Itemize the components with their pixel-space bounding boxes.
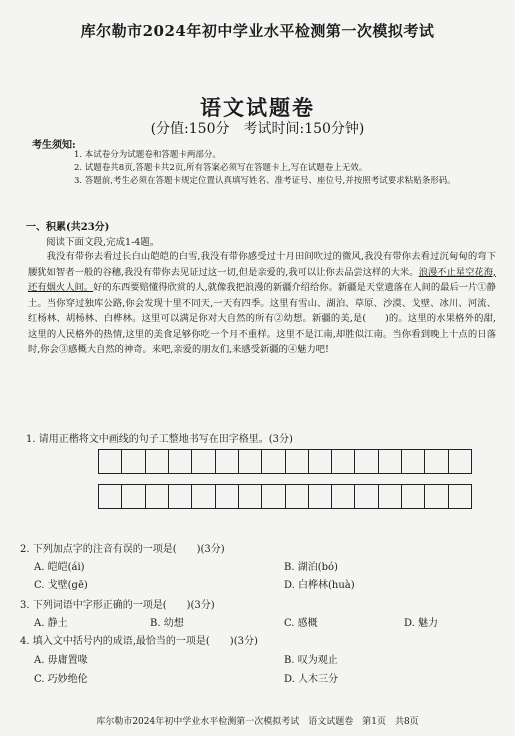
notice-item: 3. 答题前,考生必须在答题卡规定位置认真填写姓名、准考证号、座位号,并按照考试要求粘贴条形码。 (74, 176, 456, 186)
notice-item: 1. 本试卷分为试题卷和答题卡两部分。 (74, 150, 221, 160)
grid-cell[interactable] (122, 485, 145, 509)
grid-cell[interactable] (238, 450, 261, 474)
paper-title: 语文试题卷 (200, 95, 315, 120)
section-heading: 一、积累(共23分) (26, 222, 110, 233)
writing-grid[interactable] (98, 449, 472, 474)
passage-text: 好的东西要赔懂得欣赏的人,就像我把浪漫的新疆介绍给你。新疆是天堂遗落在人间的最后一片①静土。当你穿过独库公路,你会发现十里不同天,一天有四季。这里有雪山、湖泊、草原、沙漠、戈壁、冰川、河流、红杨林、胡杨林、白桦林。这里可以满足你对大自然的所有②幼想。新疆的美,是( )的。这里的水果格外的甜,这里的人民格外的热情,这里的美食足够你吃一个月不重样。这里不是江南,却胜似江南。当你看到晚上十点的日落时,你会③感概大自然的神奇。来吧,亲爱的朋友们,来感受新疆的④魅力吧! (28, 282, 496, 355)
grid-cell[interactable] (448, 450, 471, 474)
option-a: A. 毋庸置喙 (34, 655, 88, 666)
grid-cell[interactable] (262, 485, 285, 509)
paper-subtitle: (分值:150分 考试时间:150分钟) (150, 121, 365, 137)
grid-cell[interactable] (192, 485, 215, 509)
question-2: 2. 下列加点字的注音有误的一项是( )(3分) (20, 544, 225, 555)
reading-passage (28, 249, 496, 358)
option-a: A. 皑皑(ái) (34, 562, 85, 573)
option-c: C. 巧妙绝伦 (34, 674, 88, 685)
notice-item: 2. 试题卷共8页,答题卡共2页,所有答案必须写在答题卡上,写在试题卷上无效。 (74, 163, 368, 173)
option-b: B. 叹为观止 (284, 655, 338, 666)
grid-cell[interactable] (145, 485, 168, 509)
grid-cell[interactable] (215, 485, 238, 509)
notice-heading: 考生须知: (32, 140, 76, 151)
grid-cell[interactable] (355, 485, 378, 509)
grid-cell[interactable] (425, 450, 448, 474)
grid-cell[interactable] (168, 450, 191, 474)
grid-cell[interactable] (215, 450, 238, 474)
grid-cell[interactable] (425, 485, 448, 509)
option-b: B. 湖泊(bó) (284, 562, 338, 573)
option-b: B. 幼想 (150, 618, 184, 629)
grid-cell[interactable] (99, 450, 122, 474)
grid-cell[interactable] (99, 485, 122, 509)
grid-cell[interactable] (378, 485, 401, 509)
exam-header: 库尔勒市2024年初中学业水平检测第一次模拟考试 (80, 22, 435, 40)
question-3: 3. 下列词语中字形正确的一项是( )(3分) (20, 600, 215, 611)
underlined-sentence: 浪漫不止星空花海,还有烟火人间。 (28, 266, 496, 293)
option-a: A. 静土 (34, 618, 68, 629)
option-c: C. 戈壁(gē) (34, 580, 88, 591)
grid-cell[interactable] (285, 450, 308, 474)
grid-cell[interactable] (262, 450, 285, 474)
option-d: D. 魅力 (404, 618, 439, 629)
option-d: D. 白桦林(huà) (284, 580, 355, 591)
grid-cell[interactable] (168, 485, 191, 509)
option-d: D. 人木三分 (284, 674, 339, 685)
grid-cell[interactable] (192, 450, 215, 474)
grid-row (99, 450, 472, 474)
passage-text: 我没有带你去看过长白山皑皑的白雪,我没有带你感受过十月田间吹过的微风,我没有带你去看过沉甸甸的弯下腰犹如智者一般的谷穗,我没有带你去见证过这一切,但是亲爱的,我可以让你去品尝这样的大米。 (28, 251, 496, 278)
page-footer: 库尔勒市2024年初中学业水平检测第一次模拟考试 语文试题卷 第1页 共8页 (96, 717, 419, 727)
grid-cell[interactable] (238, 485, 261, 509)
writing-grid[interactable] (98, 484, 472, 509)
question-1: 1. 请用正楷将文中画线的句子工整地书写在田字格里。(3分) (26, 434, 293, 445)
grid-row (99, 485, 472, 509)
grid-cell[interactable] (308, 450, 331, 474)
grid-cell[interactable] (308, 485, 331, 509)
grid-cell[interactable] (285, 485, 308, 509)
grid-cell[interactable] (448, 485, 471, 509)
grid-cell[interactable] (122, 450, 145, 474)
question-4: 4. 填入文中括号内的成语,最恰当的一项是( )(3分) (20, 636, 258, 647)
section-intro: 阅读下面文段,完成1-4题。 (46, 237, 160, 248)
grid-cell[interactable] (332, 450, 355, 474)
grid-cell[interactable] (332, 485, 355, 509)
option-c: C. 感概 (284, 618, 318, 629)
grid-cell[interactable] (145, 450, 168, 474)
grid-cell[interactable] (402, 485, 425, 509)
grid-cell[interactable] (355, 450, 378, 474)
grid-cell[interactable] (378, 450, 401, 474)
grid-cell[interactable] (402, 450, 425, 474)
